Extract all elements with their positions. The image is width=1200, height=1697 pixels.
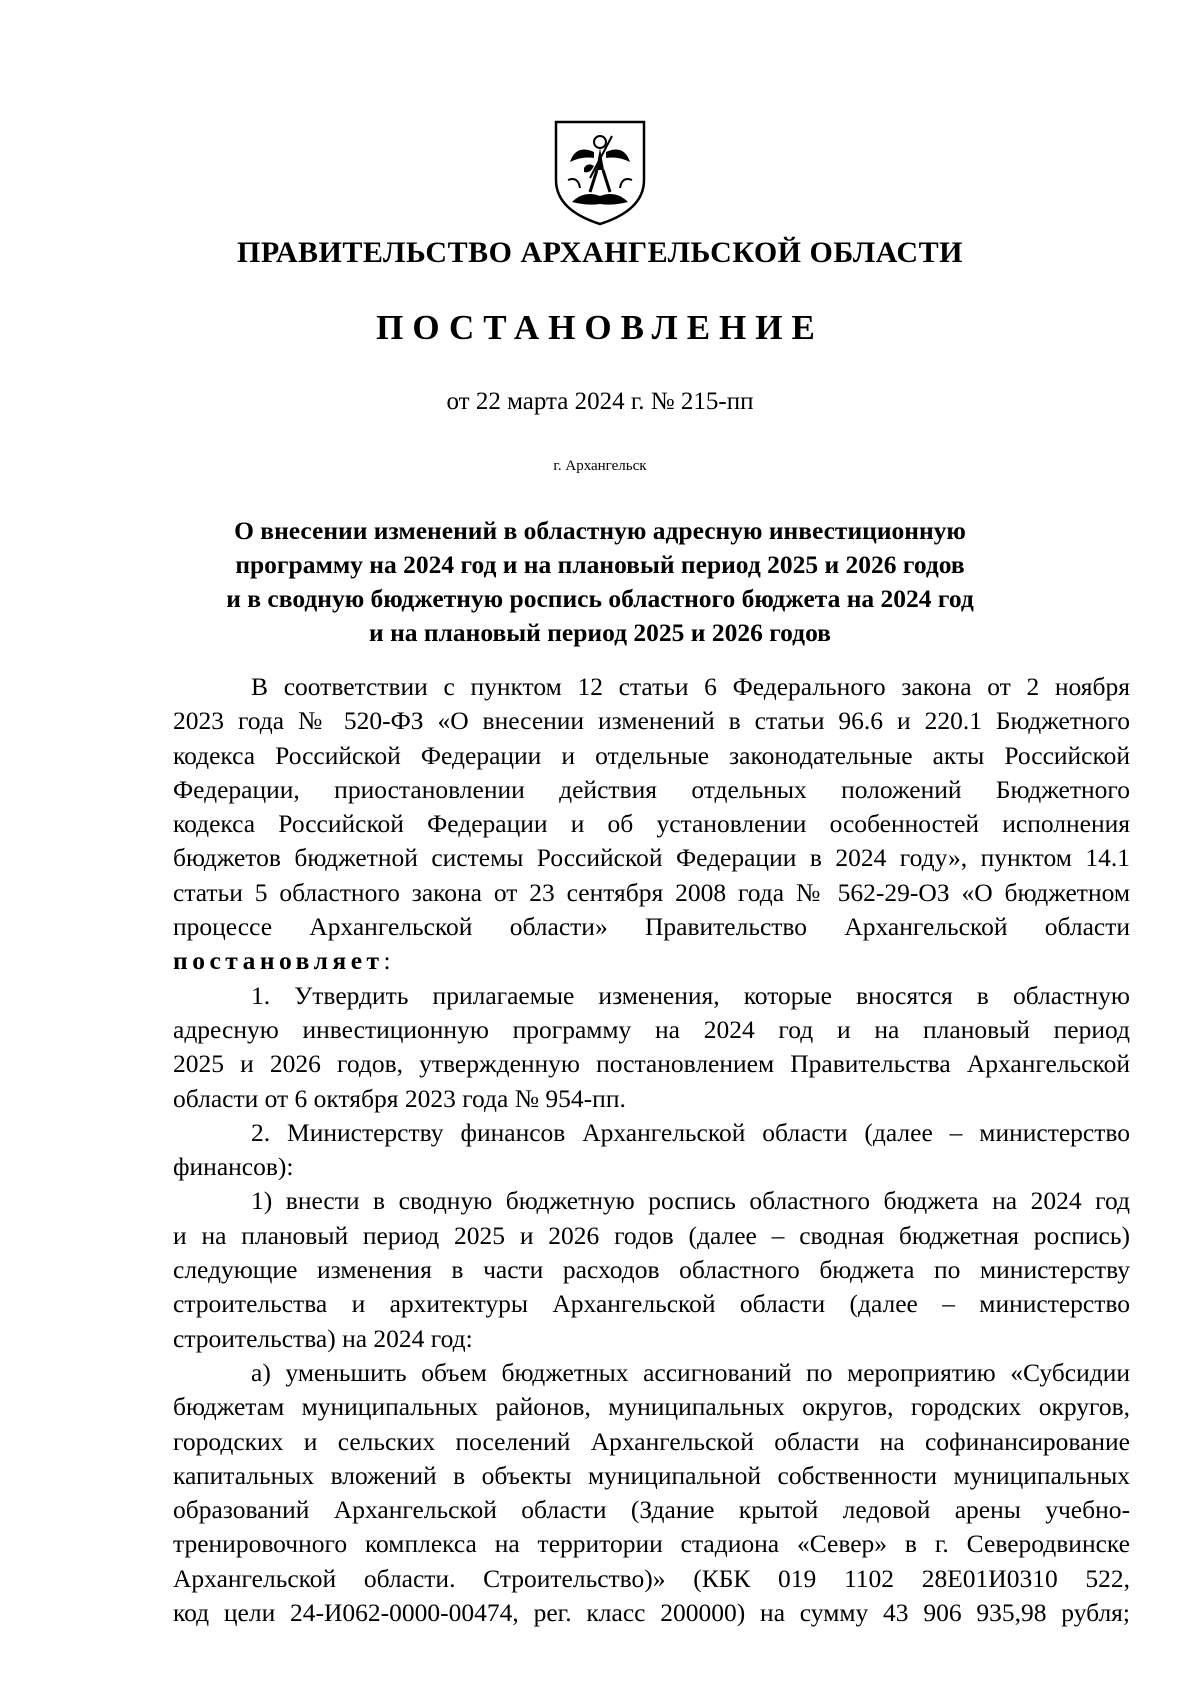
text-line: бюджетам муниципальных районов, муниципальных округов, городских округов, <box>173 1392 1130 1422</box>
text-line: кодекса Российской Федерации и отдельные законодательные акты Российской <box>173 740 1130 770</box>
coat-of-arms-icon <box>550 118 650 228</box>
text-line: 2023 года № 520-ФЗ «О внесении изменений в статьи 96.6 и 220.1 Бюджетного <box>173 706 1130 736</box>
text-line: статьи 5 областного закона от 23 сентября 2008 года № 562-29-ОЗ «О бюджетном <box>173 877 1130 907</box>
text-line: следующие изменения в части расходов областного бюджета по министерству <box>173 1255 1130 1285</box>
text-line: код цели 24-И062-0000-00474, рег. класс 200000) на сумму 43 906 935,98 рубля; <box>173 1598 1130 1628</box>
text-line: бюджетов бюджетной системы Российской Федерации в 2024 году», пунктом 14.1 <box>173 843 1130 873</box>
text-line: тренировочного комплекса на территории стадиона «Север» в г. Северодвинске <box>173 1529 1130 1559</box>
text-line: строительства и архитектуры Архангельской области (далее – министерство <box>173 1289 1130 1319</box>
text-line: кодекса Российской Федерации и об установлении особенностей исполнения <box>173 809 1130 839</box>
item-1-paragraph <box>173 979 1130 1116</box>
text-line: В соответствии с пунктом 12 статьи 6 Федерального закона от 2 ноября <box>251 672 1130 701</box>
text-line: адресную инвестиционную программу на 2024 год и на плановый период <box>173 1014 1130 1044</box>
document-type: ПОСТАНОВЛЕНИЕ <box>376 308 824 347</box>
text-line: а) уменьшить объем бюджетных ассигнований по мероприятию «Субсидии <box>251 1357 1130 1387</box>
text-line: 2025 и 2026 годов, утвержденную постановлением Правительства Архангельской <box>173 1049 1130 1079</box>
decree-word: постановляет <box>173 946 384 976</box>
document-body <box>173 670 1130 1630</box>
document-title <box>0 514 1200 650</box>
government-name: ПРАВИТЕЛЬСТВО АРХАНГЕЛЬСКОЙ ОБЛАСТИ <box>237 236 963 269</box>
text-line: Архангельской области. Строительство)» (КБК 019 1102 28Е01И0310 522, <box>173 1563 1130 1593</box>
text-line: 1) внести в сводную бюджетную роспись областного бюджета на 2024 год <box>251 1186 1130 1216</box>
title-line: и на плановый период 2025 и 2026 годов <box>369 618 831 647</box>
text-line: образований Архангельской области (Здание крытой ледовой арены учебно- <box>173 1495 1130 1525</box>
text-line: финансов): <box>173 1152 294 1182</box>
text-line: процессе Архангельской области» Правительство Архангельской области <box>173 912 1130 942</box>
title-line: О внесении изменений в областную адресную инвестиционную <box>234 516 966 545</box>
item-2-1-a-paragraph <box>173 1356 1130 1630</box>
text-line: городских и сельских поселений Архангельской области на софинансирование <box>173 1426 1130 1456</box>
text-line: Федерации, приостановлении действия отдельных положений Бюджетного <box>173 774 1130 804</box>
item-2-1-paragraph <box>173 1184 1130 1355</box>
decree-line <box>173 944 1130 978</box>
text-line: строительства) на 2024 год: <box>173 1323 473 1353</box>
text-line: капитальных вложений в объекты муниципальной собственности муниципальных <box>173 1460 1130 1490</box>
text-line: области от 6 октября 2023 года № 954-пп. <box>173 1083 626 1113</box>
document-city: г. Архангельск <box>553 458 647 474</box>
title-line: и в сводную бюджетную роспись областного бюджета на 2024 год <box>226 584 974 613</box>
decree-colon: : <box>383 946 391 976</box>
preamble-paragraph <box>173 670 1130 979</box>
text-line: и на плановый период 2025 и 2026 годов (далее – сводная бюджетная роспись) <box>173 1220 1130 1250</box>
item-2-paragraph <box>173 1116 1130 1185</box>
text-line: 2. Министерству финансов Архангельской области (далее – министерство <box>251 1117 1130 1147</box>
title-line: программу на 2024 год и на плановый период 2025 и 2026 годов <box>235 550 965 579</box>
document-date-number: от 22 марта 2024 г. № 215-пп <box>446 388 754 415</box>
text-line: 1. Утвердить прилагаемые изменения, которые вносятся в областную <box>251 980 1130 1010</box>
